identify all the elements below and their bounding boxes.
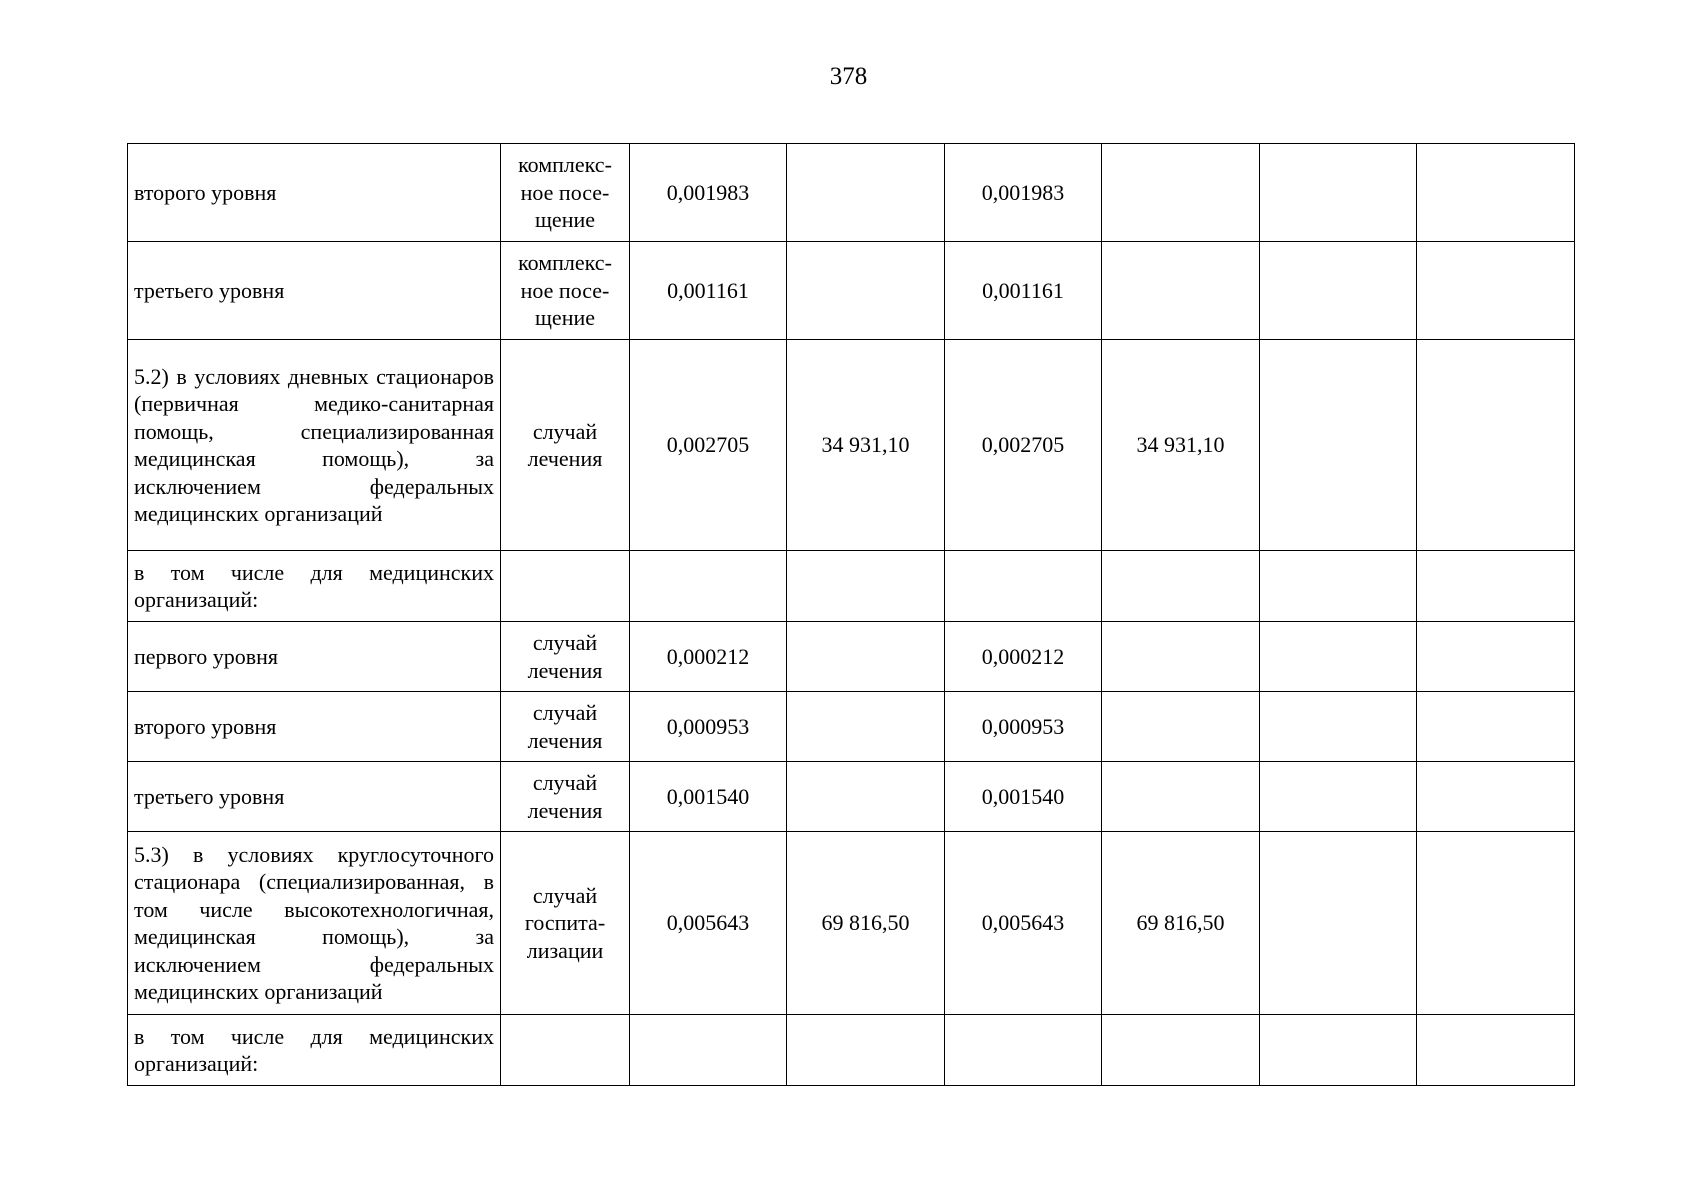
value-cell <box>1417 551 1575 622</box>
value-cell <box>1417 242 1575 340</box>
value-cell: 0,001540 <box>630 762 787 832</box>
row-name-cell: второго уровня <box>128 692 501 762</box>
value-cell <box>1260 551 1417 622</box>
value-cell <box>787 551 945 622</box>
value-cell <box>1417 762 1575 832</box>
value-cell: 0,000212 <box>630 622 787 692</box>
value-cell <box>1260 832 1417 1015</box>
unit-cell: комплекс-ное посе-щение <box>501 242 630 340</box>
value-cell <box>1417 832 1575 1015</box>
value-cell <box>1417 622 1575 692</box>
value-cell <box>1417 144 1575 242</box>
row-name-cell: 5.2) в условиях дневных стационаров (первичная медико-санитарная помощь, специализированная медицинская помощь), за исключением федеральных медицинских организаций <box>128 340 501 551</box>
value-cell <box>630 551 787 622</box>
value-cell: 0,002705 <box>945 340 1102 551</box>
row-name-cell: 5.3) в условиях круглосуточного стационара (специализированная, в том числе высокотехнологичная, медицинская помощь), за исключением федеральных медицинских организаций <box>128 832 501 1015</box>
unit-cell: случай лечения <box>501 762 630 832</box>
value-cell <box>1417 692 1575 762</box>
value-cell <box>787 242 945 340</box>
unit-cell <box>501 1015 630 1086</box>
table-row <box>128 622 1575 692</box>
table-row <box>128 551 1575 622</box>
value-cell <box>1102 622 1260 692</box>
value-cell: 69 816,50 <box>787 832 945 1015</box>
value-cell: 0,001161 <box>945 242 1102 340</box>
table-row <box>128 340 1575 551</box>
value-cell: 0,000212 <box>945 622 1102 692</box>
table-row <box>128 242 1575 340</box>
value-cell <box>1260 622 1417 692</box>
value-cell <box>1102 692 1260 762</box>
value-cell <box>787 622 945 692</box>
data-table <box>127 143 1575 1086</box>
value-cell <box>1260 762 1417 832</box>
value-cell: 0,000953 <box>945 692 1102 762</box>
value-cell <box>1260 692 1417 762</box>
value-cell <box>1102 1015 1260 1086</box>
value-cell: 0,001983 <box>945 144 1102 242</box>
value-cell <box>945 1015 1102 1086</box>
unit-cell: случай лечения <box>501 622 630 692</box>
unit-cell: комплекс-ное посе-щение <box>501 144 630 242</box>
value-cell <box>630 1015 787 1086</box>
value-cell <box>1260 242 1417 340</box>
value-cell <box>1102 242 1260 340</box>
row-name-cell: в том числе для медицинских организаций: <box>128 1015 501 1086</box>
value-cell <box>1417 340 1575 551</box>
value-cell <box>1260 340 1417 551</box>
unit-cell: случай госпита-лизации <box>501 832 630 1015</box>
table-row <box>128 144 1575 242</box>
table-row <box>128 832 1575 1015</box>
page-number: 378 <box>829 63 868 90</box>
row-name-cell: третьего уровня <box>128 762 501 832</box>
row-name-cell: первого уровня <box>128 622 501 692</box>
value-cell: 0,001983 <box>630 144 787 242</box>
value-cell: 0,001161 <box>630 242 787 340</box>
value-cell <box>787 1015 945 1086</box>
value-cell <box>787 692 945 762</box>
value-cell <box>1102 762 1260 832</box>
row-name-cell: третьего уровня <box>128 242 501 340</box>
value-cell: 0,000953 <box>630 692 787 762</box>
value-cell: 0,005643 <box>945 832 1102 1015</box>
unit-cell: случай лечения <box>501 692 630 762</box>
table-row <box>128 692 1575 762</box>
value-cell <box>1417 1015 1575 1086</box>
value-cell <box>1260 144 1417 242</box>
value-cell <box>1102 144 1260 242</box>
value-cell: 0,001540 <box>945 762 1102 832</box>
value-cell: 0,005643 <box>630 832 787 1015</box>
unit-cell <box>501 551 630 622</box>
row-name-cell: второго уровня <box>128 144 501 242</box>
value-cell: 34 931,10 <box>1102 340 1260 551</box>
value-cell: 34 931,10 <box>787 340 945 551</box>
row-name-cell: в том числе для медицинских организаций: <box>128 551 501 622</box>
value-cell <box>945 551 1102 622</box>
value-cell <box>787 762 945 832</box>
value-cell <box>1102 551 1260 622</box>
table-row <box>128 762 1575 832</box>
value-cell <box>787 144 945 242</box>
value-cell: 69 816,50 <box>1102 832 1260 1015</box>
value-cell <box>1260 1015 1417 1086</box>
unit-cell: случай лечения <box>501 340 630 551</box>
table-row <box>128 1015 1575 1086</box>
value-cell: 0,002705 <box>630 340 787 551</box>
